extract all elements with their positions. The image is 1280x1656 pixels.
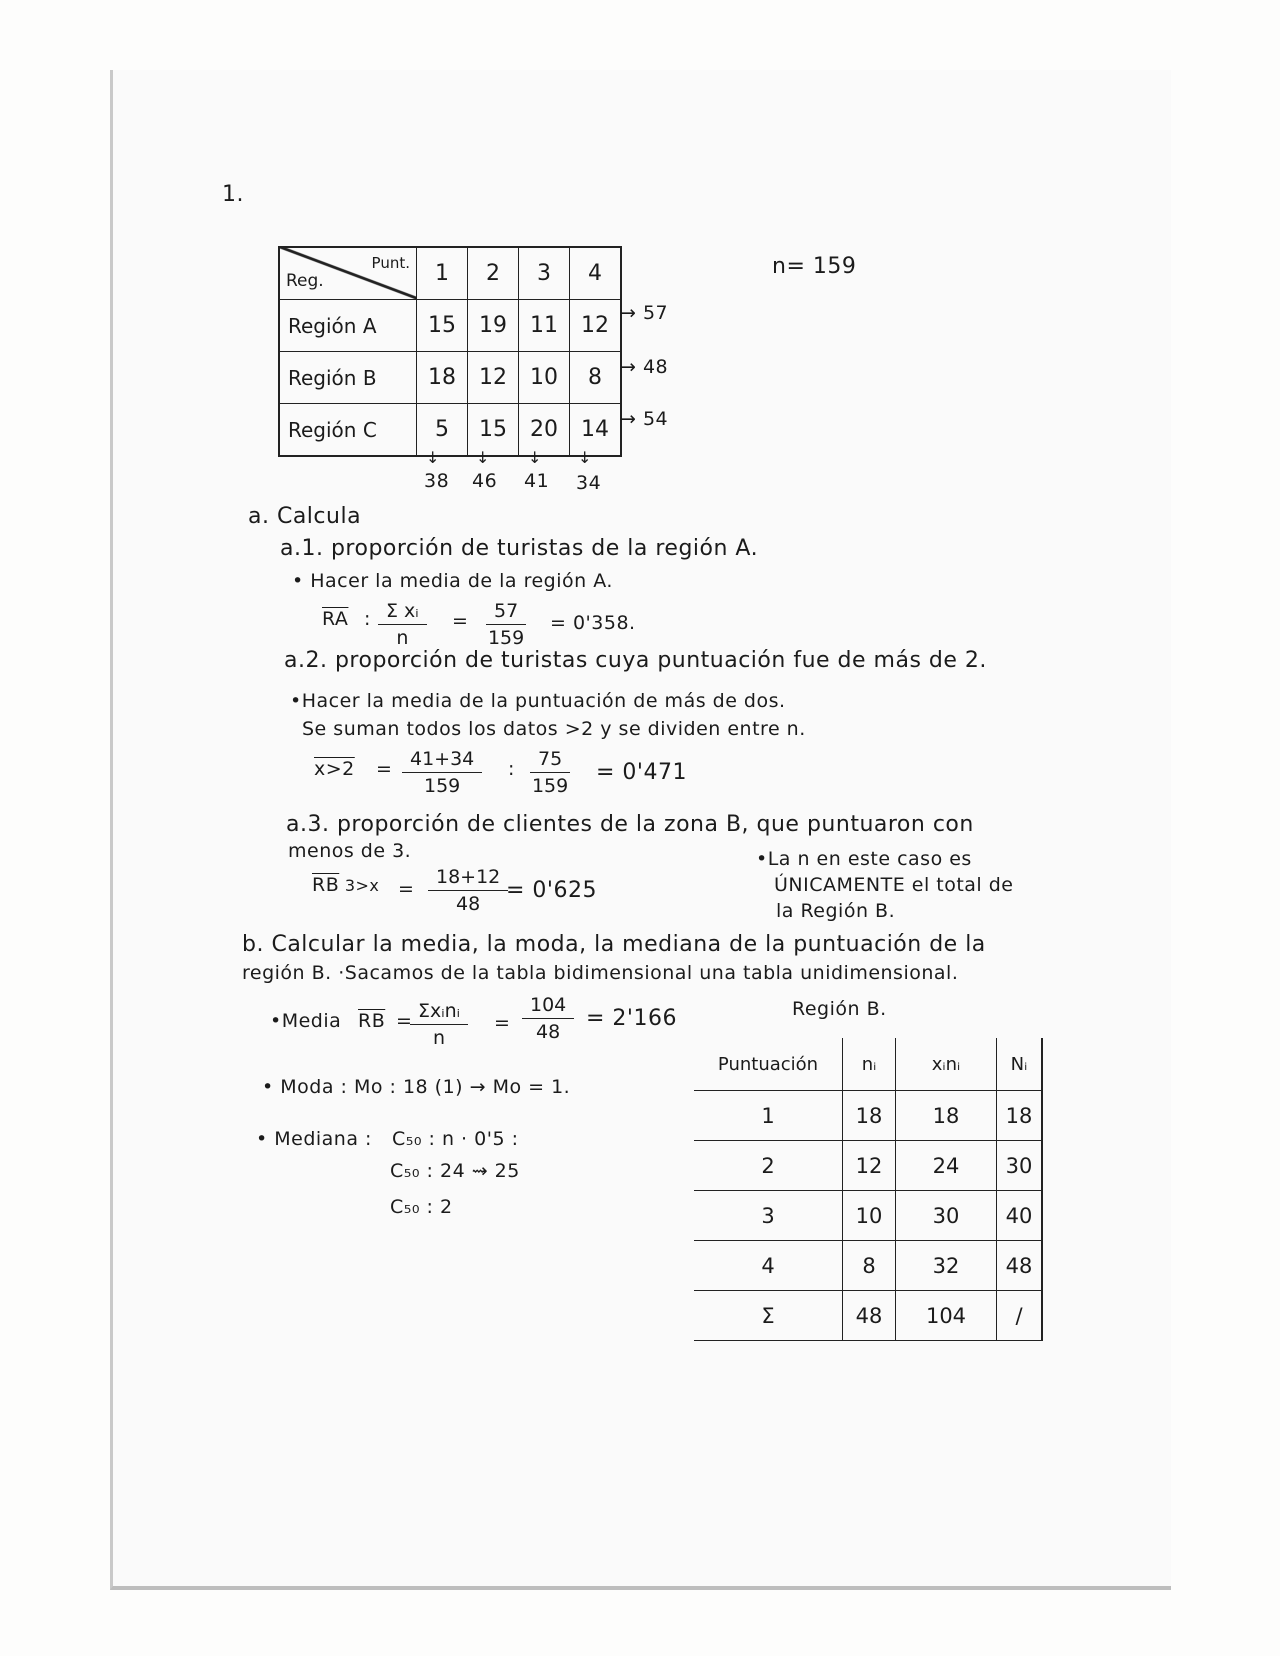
a1-fraction-2 (486, 600, 526, 649)
table-cell: 48 (843, 1291, 896, 1341)
mediana-line3: C₅₀ : 2 (390, 1196, 453, 1218)
media-equals-1: = (396, 1010, 413, 1032)
fraction-numerator: 57 (486, 600, 526, 625)
table-cell: 40 (997, 1191, 1043, 1241)
a3-note-line2: ÚNICAMENTE el total de (774, 874, 1014, 896)
fraction-denominator: 159 (531, 775, 569, 797)
a2-fraction-1 (402, 748, 482, 797)
table-cell: 12 (843, 1141, 896, 1191)
table-cell: 11 (519, 300, 570, 352)
table-cell: 24 (896, 1141, 997, 1191)
a2-title: a.2. proporción de turistas cuya puntuación fue de más de 2. (284, 648, 987, 673)
col-header: nᵢ (843, 1038, 896, 1091)
table-row (279, 352, 621, 404)
media-label: •Media (270, 1010, 342, 1032)
col-header: xᵢnᵢ (896, 1038, 997, 1091)
table-cell: 18 (896, 1091, 997, 1141)
section-b-title-line1: b. Calcular la media, la moda, la mediana de la puntuación de la (242, 932, 986, 957)
table-cell: 18 (843, 1091, 896, 1141)
mediana-line1: C₅₀ : n · 0'5 : (392, 1128, 519, 1150)
a1-colon: : (364, 608, 371, 630)
down-arrow: ↓ (476, 448, 490, 467)
table-cell: 18 (997, 1091, 1043, 1141)
down-arrow: ↓ (578, 448, 592, 467)
table-cell: 30 (997, 1141, 1043, 1191)
a2-explanation: Se suman todos los datos >2 y se dividen entre n. (302, 718, 806, 740)
a3-note-line1: •La n en este caso es (756, 848, 972, 870)
table-cell: 10 (843, 1191, 896, 1241)
fraction-denominator: n (396, 627, 409, 649)
a3-lhs-subscript: 3>x (339, 876, 380, 895)
table-cell: 18 (417, 352, 468, 404)
table-cell: 104 (896, 1291, 997, 1341)
fraction-numerator: 41+34 (402, 748, 482, 773)
media-equals-2: = (494, 1012, 511, 1034)
a2-fraction-2 (530, 748, 570, 797)
a1-fraction-1 (378, 600, 427, 649)
row-label: Región C (279, 404, 417, 457)
fraction-numerator: 18+12 (428, 866, 508, 891)
table-cell: 2 (694, 1141, 843, 1191)
fraction-denominator: 159 (487, 627, 525, 649)
media-lhs: $\overline{RB}$ (358, 1010, 386, 1032)
table-cell: 32 (896, 1241, 997, 1291)
table-cell: 48 (997, 1241, 1043, 1291)
table-cell: 4 (694, 1241, 843, 1291)
contingency-table (278, 246, 622, 457)
down-arrow: ↓ (528, 448, 542, 467)
a3-lhs (312, 874, 379, 896)
col-header: 2 (468, 247, 519, 300)
table-cell: 15 (468, 404, 519, 457)
table-row (694, 1141, 1042, 1191)
corner-label-punt: Punt. (371, 254, 410, 272)
col-header: 1 (417, 247, 468, 300)
a1-equals: = (452, 610, 469, 632)
table-cell: 30 (896, 1191, 997, 1241)
table-row (279, 404, 621, 457)
a2-equals: = (376, 758, 393, 780)
a2-result: = 0'471 (596, 760, 687, 785)
table-cell: 8 (843, 1241, 896, 1291)
a2-colon: : (508, 758, 515, 780)
sample-size: n= 159 (772, 254, 857, 279)
col-header: 3 (519, 247, 570, 300)
corner-label-reg: Reg. (286, 271, 324, 291)
a3-fraction (428, 866, 508, 915)
section-b-title-line2: región B. ·Sacamos de la tabla bidimensional una tabla unidimensional. (242, 962, 959, 984)
moda-line: • Moda : Mo : 18 (1) → Mo = 1. (262, 1076, 571, 1098)
a3-title-line2: menos de 3. (288, 840, 412, 862)
fraction-denominator: n (433, 1027, 446, 1049)
section-a-title: a. Calcula (248, 504, 362, 529)
a1-lhs: $\overline{RA}$ (322, 608, 349, 630)
col-header: Puntuación (694, 1038, 843, 1091)
table-cell: 5 (417, 404, 468, 457)
table-header-row (279, 247, 621, 300)
fraction-numerator: 104 (522, 994, 574, 1019)
table-sum-row (694, 1291, 1042, 1341)
table-row (694, 1091, 1042, 1141)
mediana-label: • Mediana : (256, 1128, 372, 1150)
col-header: 4 (570, 247, 622, 300)
column-total: 46 (472, 470, 498, 492)
table-row (694, 1241, 1042, 1291)
column-total: 41 (524, 470, 550, 492)
media-fraction-2 (522, 994, 574, 1043)
table-header-row (694, 1038, 1042, 1091)
table-cell: 15 (417, 300, 468, 352)
table-cell: 14 (570, 404, 622, 457)
table-cell: 3 (694, 1191, 843, 1241)
fraction-denominator: 48 (536, 1021, 561, 1043)
a2-lhs: x>2 (314, 758, 355, 780)
table-cell: 12 (468, 352, 519, 404)
fraction-denominator: 159 (424, 775, 461, 797)
fraction-numerator: Σ xᵢ (378, 600, 427, 625)
a2-bullet: •Hacer la media de la puntuación de más de dos. (290, 690, 786, 712)
row-total: → 54 (620, 408, 669, 430)
table-row (279, 300, 621, 352)
fraction-numerator: 75 (530, 748, 570, 773)
region-b-table-title: Región B. (792, 998, 887, 1020)
row-label: Región B (279, 352, 417, 404)
region-b-table (694, 1038, 1043, 1341)
row-total: → 48 (620, 356, 669, 378)
media-fraction-1 (410, 1000, 468, 1049)
table-row (694, 1191, 1042, 1241)
down-arrow: ↓ (426, 448, 440, 467)
a3-equals: = (398, 878, 415, 900)
table-cell: Σ (694, 1291, 843, 1341)
table-cell: 19 (468, 300, 519, 352)
a1-bullet: • Hacer la media de la región A. (292, 570, 613, 592)
table-cell: 20 (519, 404, 570, 457)
mediana-line2: C₅₀ : 24 ⇝ 25 (390, 1160, 520, 1182)
a3-note-line3: la Región B. (776, 900, 896, 922)
a3-title-line1: a.3. proporción de clientes de la zona B, que puntuaron con (286, 812, 974, 837)
column-total: 34 (576, 472, 602, 494)
table-cell: / (997, 1291, 1043, 1341)
table-cell: 8 (570, 352, 622, 404)
a1-result: = 0'358. (550, 612, 636, 634)
a3-lhs-main: $\overline{RB}$ (312, 874, 340, 896)
corner-cell (279, 247, 417, 300)
media-result: = 2'166 (586, 1006, 677, 1031)
row-total: → 57 (620, 302, 669, 324)
table-cell: 10 (519, 352, 570, 404)
table-cell: 1 (694, 1091, 843, 1141)
problem-number: 1. (222, 182, 244, 207)
fraction-denominator: 48 (456, 893, 481, 915)
fraction-numerator: Σxᵢnᵢ (410, 1000, 468, 1025)
row-label: Región A (279, 300, 417, 352)
col-header: Nᵢ (997, 1038, 1043, 1091)
column-total: 38 (424, 470, 450, 492)
a3-result: = 0'625 (506, 878, 597, 903)
table-cell: 12 (570, 300, 622, 352)
a1-title: a.1. proporción de turistas de la región A. (280, 536, 759, 561)
